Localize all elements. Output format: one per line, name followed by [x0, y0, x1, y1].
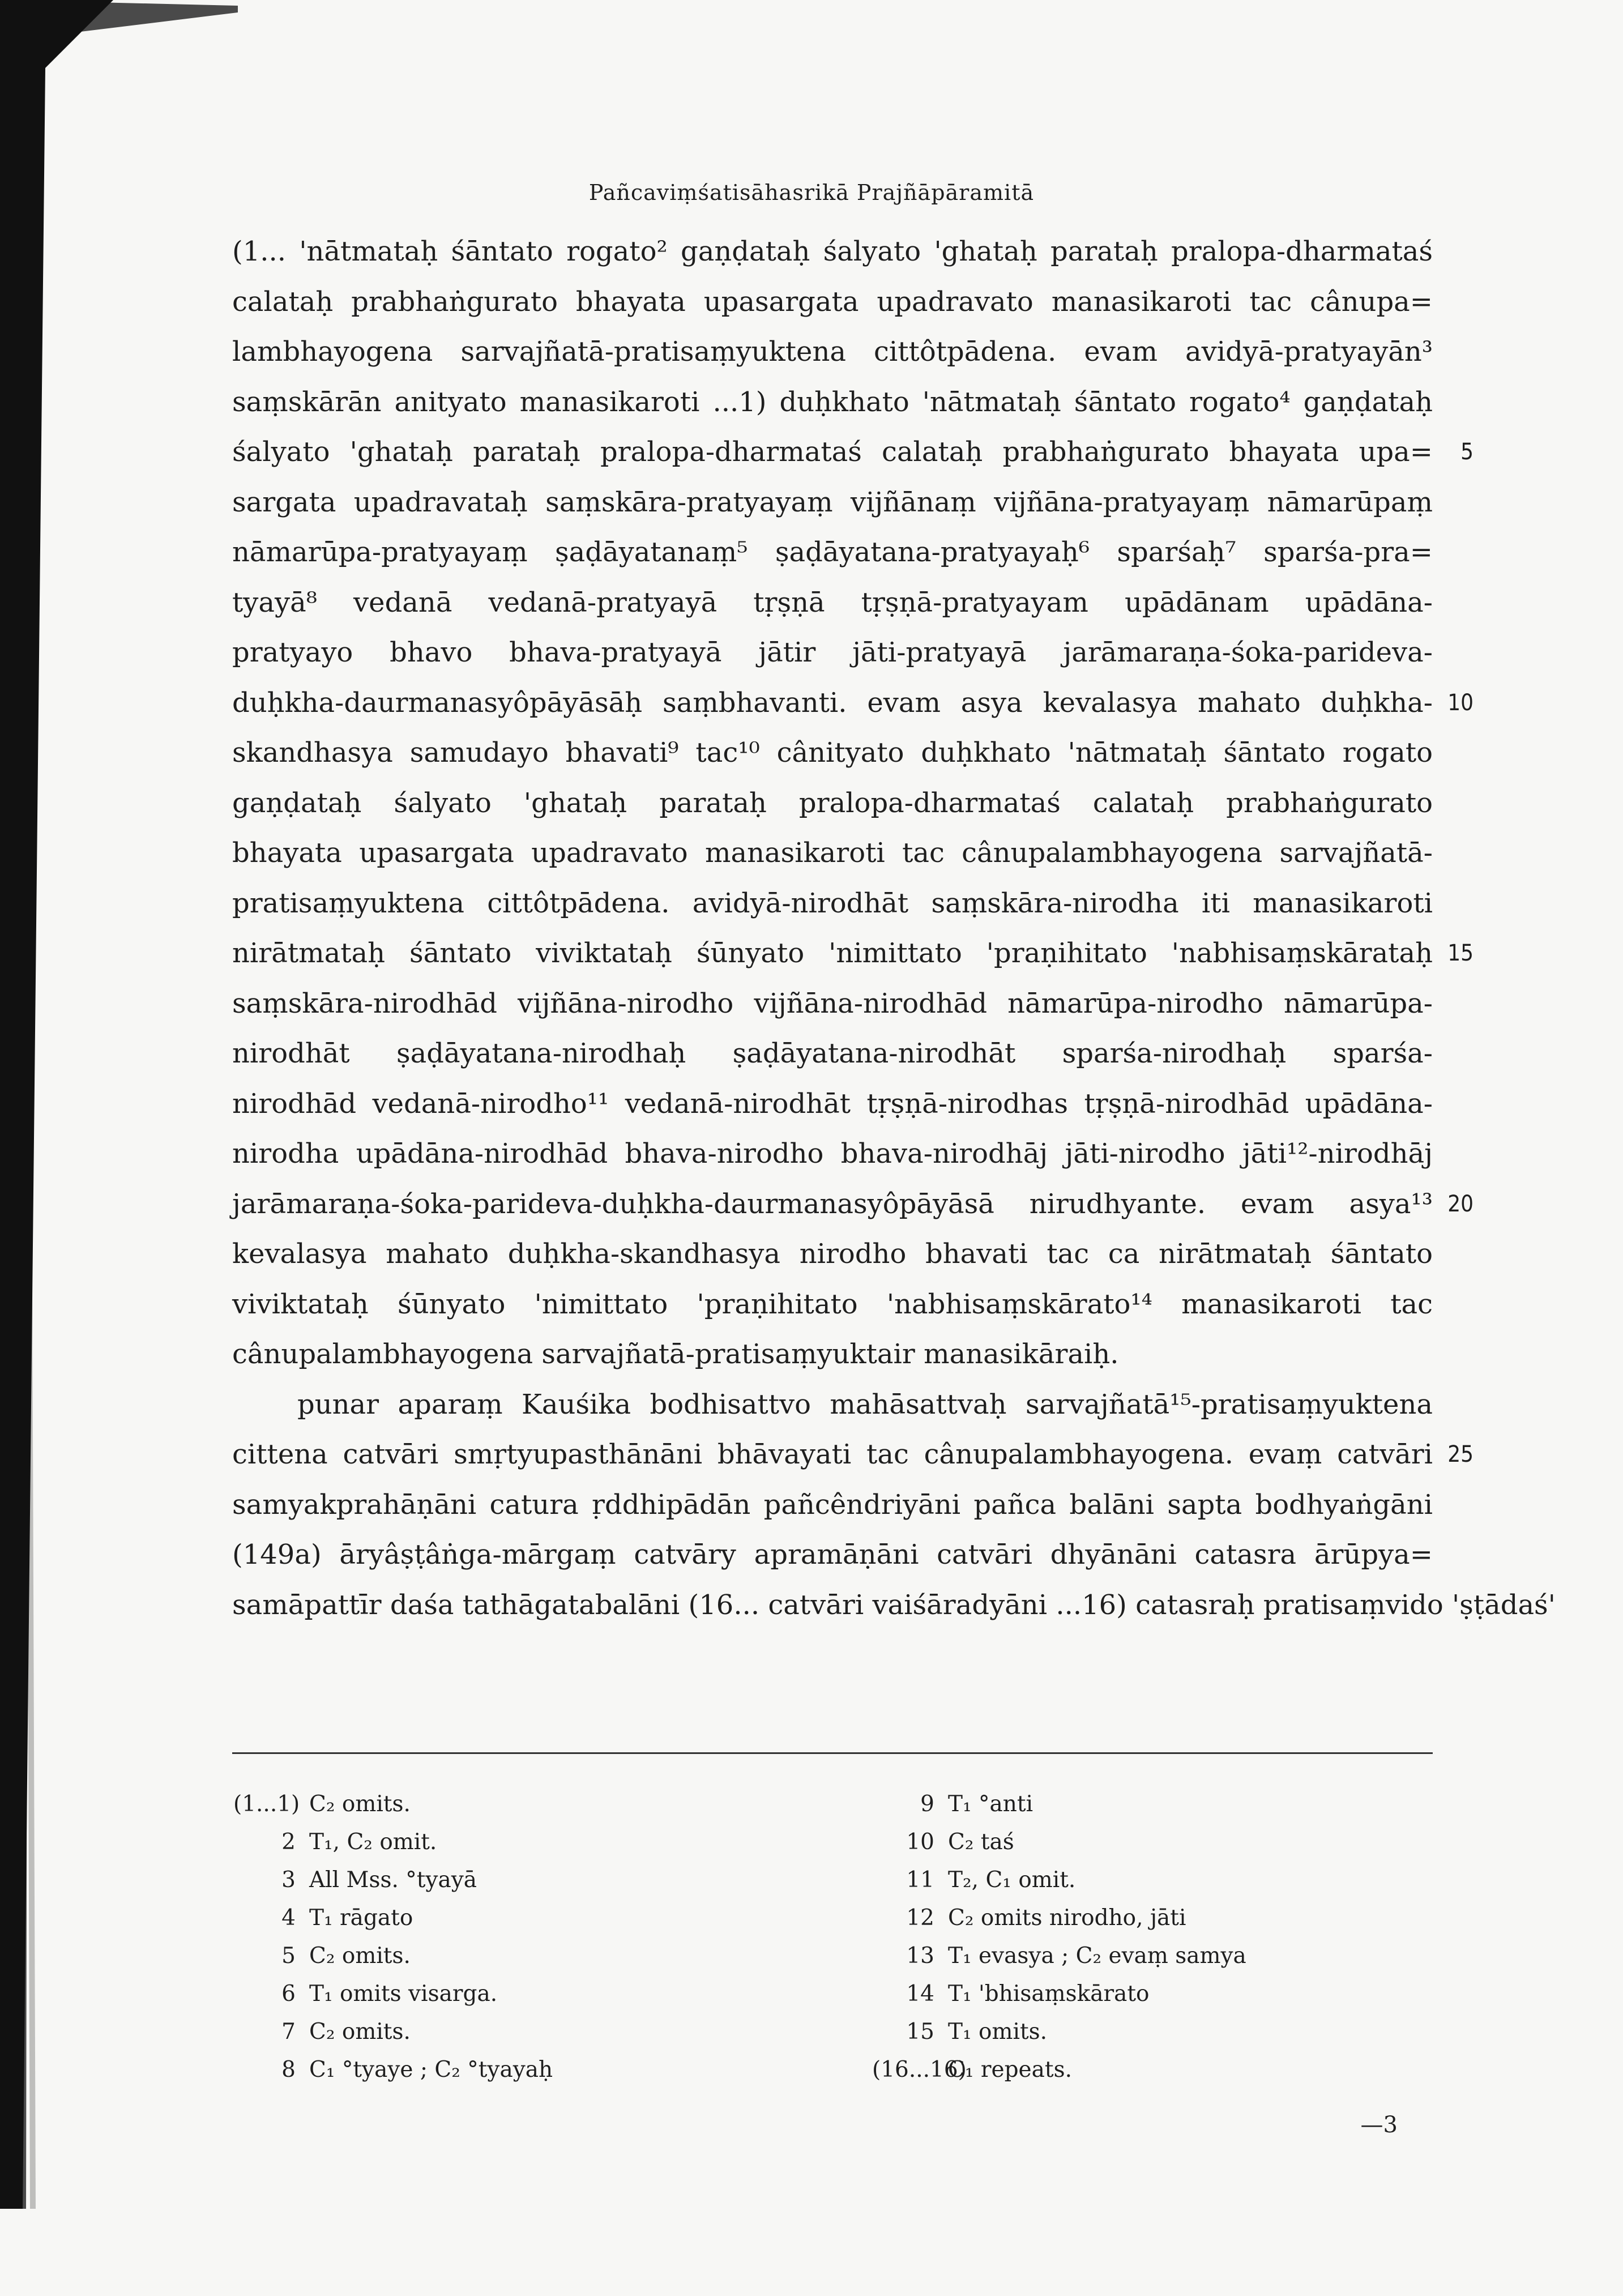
line-text: viviktataḥ śūnyato 'nimittato 'praṇihitato 'nabhisaṃskārato¹⁴ manasikaroti tac: [232, 1288, 1433, 1320]
footnotes-left-column: [233, 1785, 800, 2089]
line-number: 20: [1447, 1190, 1473, 1217]
line-text: saṃskāra-nirodhād vijñāna-nirodho vijñāna-nirodhād nāmarūpa-nirodho nāmarūpa-: [232, 987, 1433, 1019]
footnote-text: T₁ evasya ; C₂ evaṃ samya: [948, 1943, 1246, 1969]
footnote-text: T₁ omits visarga.: [309, 1981, 498, 2007]
footnote-number: 14: [906, 1981, 934, 2007]
footnote-number: 4: [281, 1905, 296, 1931]
line-text: lambhayogena sarvajñatā-pratisaṃyuktena cittôtpādena. evam avidyā-pratyayān³: [232, 336, 1433, 368]
footnote-number: (1...1): [233, 1791, 300, 1817]
text-line: [232, 327, 1433, 377]
text-line: [232, 678, 1473, 728]
line-text: samyakprahāṇāni catura ṛddhipādān pañcêndriyāni pañca balāni sapta bodhyaṅgāni: [232, 1488, 1433, 1521]
line-text: nirodhād vedanā-nirodho¹¹ vedanā-nirodhāt tṛṣṇā-nirodhas tṛṣṇā-nirodhād upādāna-: [232, 1087, 1433, 1120]
text-line: [232, 1380, 1433, 1430]
text-line: [232, 1480, 1433, 1530]
footnote-text: All Mss. °tyayā: [309, 1867, 477, 1893]
footnote-text: C₂ taś: [948, 1829, 1014, 1855]
footnote-number: 7: [281, 2019, 296, 2045]
text-line: [232, 1530, 1433, 1580]
text-line: [232, 778, 1433, 829]
footnote-number: 13: [906, 1943, 934, 1969]
line-text: kevalasya mahato duḥkha-skandhasya nirodho bhavati tac ca nirātmataḥ śāntato: [232, 1238, 1433, 1270]
running-head: Pañcaviṃśatisāhasrikā Prajñāpāramitā: [588, 180, 1035, 205]
footnote: [872, 1785, 1438, 1823]
footnote-text: T₁ °anti: [948, 1791, 1033, 1817]
line-text: duḥkha-daurmanasyôpāyāsāḥ saṃbhavanti. evam asya kevalasya mahato duḥkha-: [232, 686, 1433, 719]
line-text: gaṇḍataḥ śalyato 'ghataḥ parataḥ pralopa-dharmataś calataḥ prabhaṅgurato: [232, 787, 1433, 819]
footnote-number: 2: [281, 1829, 296, 1855]
line-text: cittena catvāri smṛtyupasthānāni bhāvayati tac cânupalambhayogena. evaṃ catvāri: [232, 1439, 1433, 1470]
line-text: skandhasya samudayo bhavati⁹ tac¹⁰ cânityato duḥkhato 'nātmataḥ śāntato rogato: [232, 737, 1433, 769]
text-line: [232, 477, 1433, 528]
footnote-text: C₂ omits.: [309, 1791, 411, 1817]
footnote-text: T₁ omits.: [948, 2019, 1048, 2045]
line-text: tyayā⁸ vedanā vedanā-pratyayā tṛṣṇā tṛṣṇā-pratyayam upādānam upādāna-: [232, 586, 1433, 618]
footnote: [872, 1823, 1438, 1861]
footnote-number: 3: [281, 1867, 296, 1893]
footnote-rule: [232, 1752, 1433, 1754]
footnote: [233, 1975, 800, 2013]
footnote: [233, 2051, 800, 2089]
main-text: [232, 227, 1556, 1630]
line-text: śalyato 'ghataḥ parataḥ pralopa-dharmataś calataḥ prabhaṅgurato bhayata upa=: [232, 436, 1433, 468]
footnote: [233, 2013, 800, 2051]
text-line: [232, 1580, 1556, 1631]
footnote-text: T₁ rāgato: [309, 1905, 413, 1931]
footnote-number: 12: [906, 1905, 934, 1931]
line-number: 5: [1460, 439, 1473, 465]
text-line: [232, 1028, 1433, 1079]
line-text: nāmarūpa-pratyayaṃ ṣaḍāyatanaṃ⁵ ṣaḍāyatana-pratyayaḥ⁶ sparśaḥ⁷ sparśa-pra=: [232, 536, 1433, 568]
footnotes-right-column: [872, 1785, 1438, 2089]
footnote: [872, 2051, 1438, 2089]
footnote-text: C₂ omits.: [309, 1943, 411, 1969]
footnote-number: 6: [281, 1981, 296, 2007]
footnote-text: C₁ repeats.: [948, 2057, 1072, 2082]
footnote: [233, 1899, 800, 1937]
text-line: [232, 878, 1433, 929]
line-text: pratisaṃyuktena cittôtpādena. avidyā-nirodhāt saṃskāra-nirodha iti manasikaroti: [232, 887, 1433, 919]
line-text: nirodhāt ṣaḍāyatana-nirodhaḥ ṣaḍāyatana-nirodhāt sparśa-nirodhaḥ sparśa-: [232, 1038, 1433, 1069]
line-number: 10: [1447, 689, 1473, 716]
footnote: [233, 1861, 800, 1899]
text-line: [232, 427, 1473, 477]
footnote: [233, 1785, 800, 1823]
footnote: [872, 2013, 1438, 2051]
text-line: [232, 828, 1433, 878]
text-line: [232, 1179, 1473, 1230]
text-line: [232, 1129, 1433, 1179]
text-line: [232, 377, 1433, 428]
footnote: [233, 1937, 800, 1975]
line-text: sargata upadravataḥ saṃskāra-pratyayaṃ vijñānaṃ vijñāna-pratyayaṃ nāmarūpaṃ: [232, 486, 1433, 518]
footnote-number: 5: [281, 1943, 296, 1969]
footnote-text: T₂, C₁ omit.: [948, 1867, 1076, 1893]
line-text: jarāmaraṇa-śoka-parideva-duḥkha-daurmanasyôpāyāsā nirudhyante. evam asya¹³: [232, 1188, 1433, 1220]
text-line: [232, 1429, 1473, 1480]
footnote-number: 10: [906, 1829, 934, 1855]
footnote-number: 9: [920, 1791, 934, 1817]
text-line: [232, 227, 1433, 277]
footnote-number: 8: [281, 2057, 296, 2082]
text-line: [232, 628, 1433, 678]
line-text: cânupalambhayogena sarvajñatā-pratisaṃyuktair manasikāraiḥ.: [232, 1338, 1119, 1370]
footnote: [872, 1937, 1438, 1975]
line-text: pratyayo bhavo bhava-pratyayā jātir jāti-pratyayā jarāmaraṇa-śoka-parideva-: [232, 637, 1433, 668]
text-line: [232, 1329, 1433, 1380]
text-line: [232, 979, 1433, 1029]
footnote: [872, 1975, 1438, 2013]
text-line: [232, 728, 1433, 778]
text-line: [232, 1279, 1433, 1330]
page-number: —3: [1360, 2112, 1398, 2138]
footnote: [233, 1823, 800, 1861]
footnote-number: 15: [906, 2019, 934, 2045]
footnote: [872, 1899, 1438, 1937]
footnote-text: T₁ 'bhisaṃskārato: [948, 1981, 1150, 2007]
footnote-text: C₂ omits nirodho, jāti: [948, 1905, 1186, 1931]
footnote-text: C₂ omits.: [309, 2019, 411, 2045]
binding-shadow-mark: [0, 0, 260, 2296]
line-number: 15: [1447, 940, 1473, 966]
line-text: bhayata upasargata upadravato manasikaroti tac cânupalambhayogena sarvajñatā-: [232, 837, 1433, 869]
line-text: calataḥ prabhaṅgurato bhayata upasargata upadravato manasikaroti tac cânupa=: [232, 285, 1433, 318]
text-line: [232, 1229, 1433, 1279]
line-text: saṃskārān anityato manasikaroti ...1) duḥkhato 'nātmataḥ śāntato rogato⁴ gaṇḍataḥ: [232, 386, 1433, 418]
line-text: (149a) āryâṣṭâṅga-mārgaṃ catvāry apramāṇāni catvāri dhyānāni catasra ārūpya=: [232, 1539, 1433, 1571]
line-text: punar aparaṃ Kauśika bodhisattvo mahāsattvaḥ sarvajñatā¹⁵-pratisaṃyuktena: [297, 1388, 1433, 1420]
text-line: [232, 578, 1433, 628]
line-number: 25: [1447, 1441, 1473, 1467]
footnote-text: T₁, C₂ omit.: [309, 1829, 437, 1855]
text-line: [232, 1079, 1433, 1129]
line-text: nirātmataḥ śāntato viviktataḥ śūnyato 'nimittato 'praṇihitato 'nabhisaṃskārataḥ: [232, 937, 1433, 969]
line-text: nirodha upādāna-nirodhād bhava-nirodho bhava-nirodhāj jāti-nirodho jāti¹²-nirodhāj: [232, 1138, 1433, 1170]
footnote-text: C₁ °tyaye ; C₂ °tyayaḥ: [309, 2057, 553, 2082]
line-text: (1... 'nātmataḥ śāntato rogato² gaṇḍataḥ śalyato 'ghataḥ parataḥ pralopa-dharmataś: [232, 236, 1433, 267]
footnote-number: (16...16): [872, 2057, 967, 2082]
text-line: [232, 527, 1433, 578]
footnote: [872, 1861, 1438, 1899]
text-line: [232, 277, 1433, 327]
footnote-number: 11: [906, 1867, 934, 1893]
text-line: [232, 928, 1473, 979]
line-text: samāpattīr daśa tathāgatabalāni (16... catvāri vaiśāradyāni ...16) catasraḥ pratisaṃvido 'ṣṭādaś': [232, 1589, 1556, 1621]
